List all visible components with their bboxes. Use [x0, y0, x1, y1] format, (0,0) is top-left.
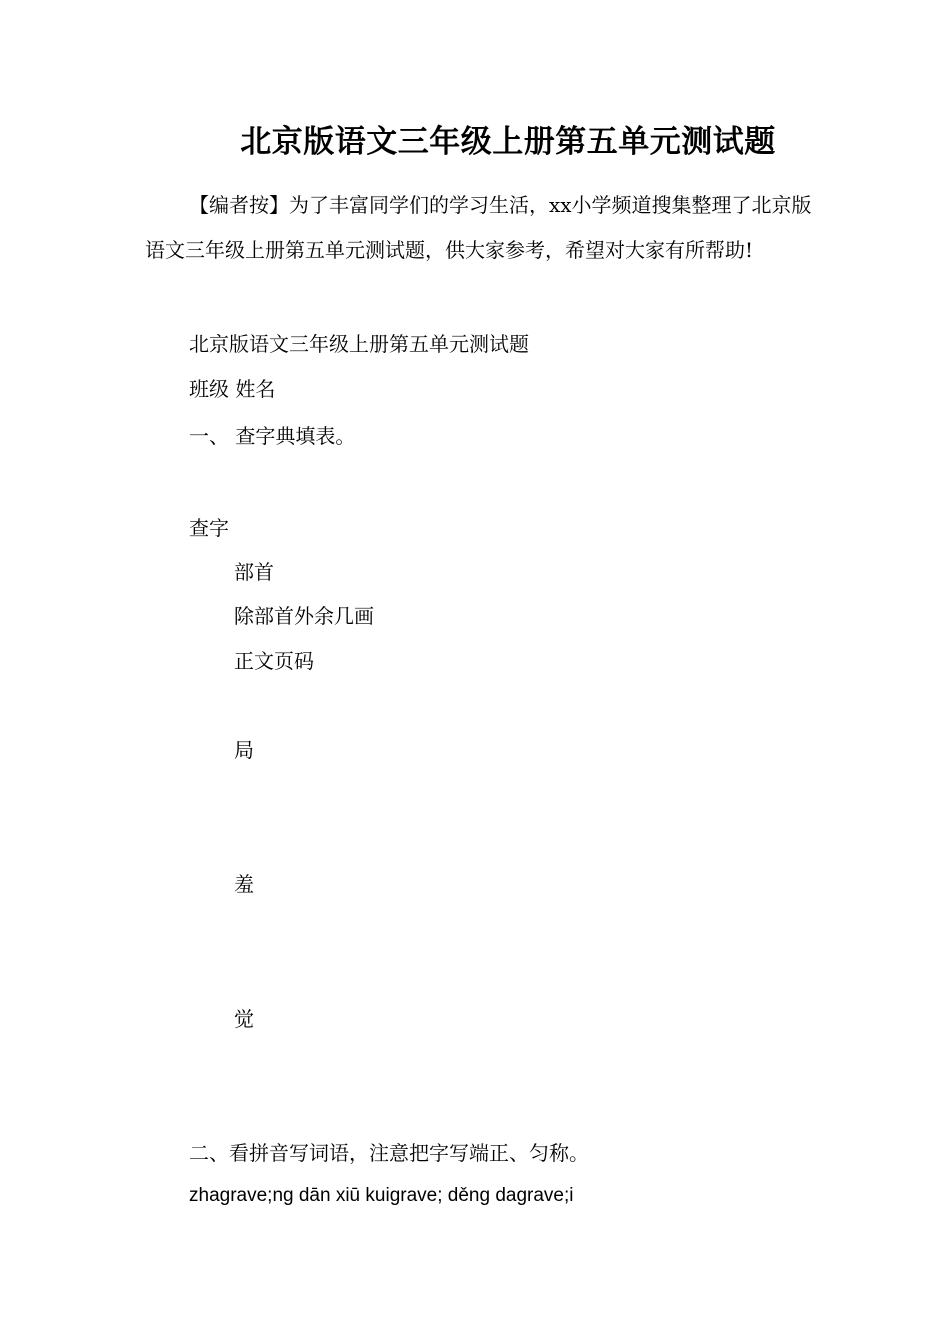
- table-col-page: 正文页码: [234, 649, 314, 673]
- table-header-char: 查字: [189, 516, 229, 540]
- table-row-char: 觉: [234, 1007, 254, 1031]
- table-row-char: 局: [234, 738, 254, 762]
- document-title: 北京版语文三年级上册第五单元测试题: [240, 124, 776, 160]
- editor-note-paragraph: 【编者按】为了丰富同学们的学习生活，xx小学频道搜集整理了北京版语文三年级上册第五单元测试题，供大家参考，希望对大家有所帮助!: [145, 193, 812, 262]
- section-1-heading: 一、 查字典填表。: [189, 424, 356, 448]
- table-col-strokes: 除部首外余几画: [234, 604, 374, 628]
- subtitle: 北京版语文三年级上册第五单元测试题: [189, 332, 529, 356]
- table-row-char: 羞: [234, 872, 254, 896]
- table-col-radical: 部首: [234, 560, 274, 584]
- class-name-line: 班级 姓名: [189, 377, 276, 401]
- pinyin-line: zhagrave;ng dān xiū kuigrave; děng dagrave;i: [189, 1185, 574, 1206]
- section-2-heading: 二、看拼音写词语，注意把字写端正、匀称。: [189, 1141, 589, 1165]
